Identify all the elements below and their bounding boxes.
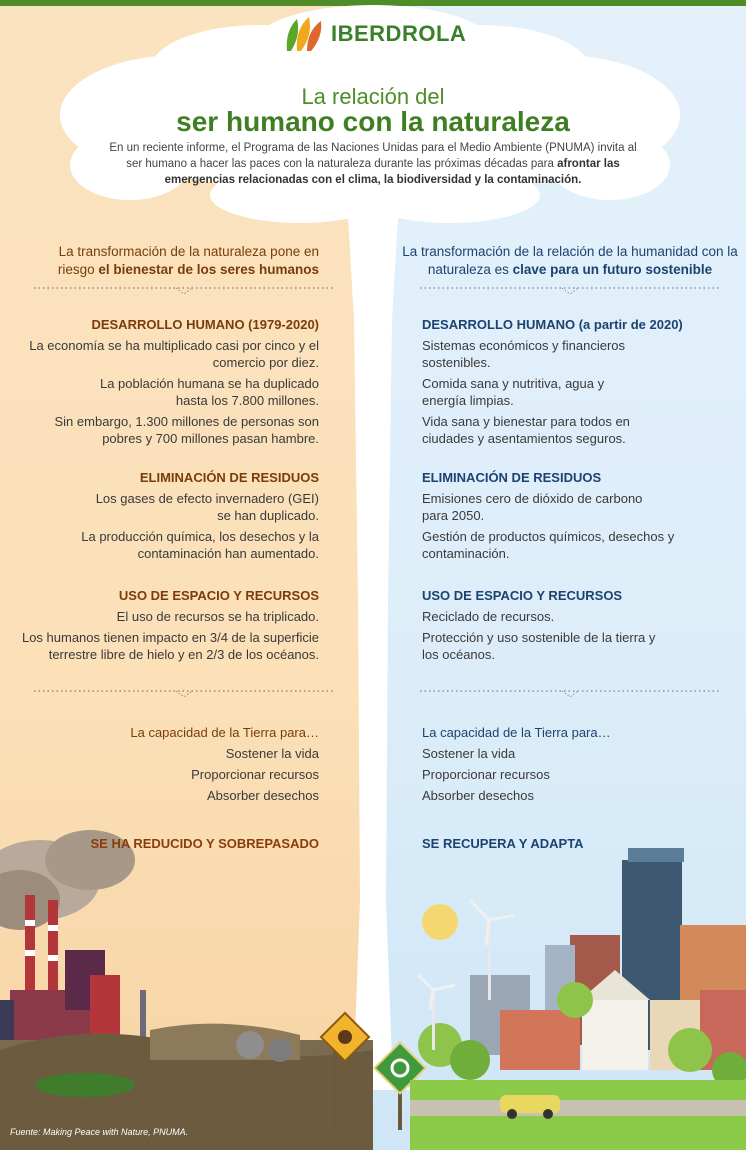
intro-plain: En un reciente informe, el Programa de las Naciones Unidas para el Medio Ambiente (PNUMA) invita al ser humano a hacer las paces con la naturaleza durante las próximas décadas para [109, 142, 637, 170]
right-section-1-item-1: Sistemas económicos y financieros sostenibles. [422, 338, 626, 370]
left-section-2 [19, 469, 319, 562]
left-lead-bold: el bienestar de los seres humanos [98, 262, 319, 277]
right-section-2 [422, 469, 722, 562]
left-lead [19, 243, 319, 279]
right-capacity [422, 724, 722, 804]
left-section-3-item-1: El uso de recursos se ha triplicado. [116, 609, 319, 624]
right-section-3-heading: USO DE ESPACIO Y RECURSOS [422, 588, 623, 603]
intro-paragraph [100, 140, 646, 188]
left-section-1 [19, 316, 319, 447]
left-capacity-3: Absorber desechos [206, 788, 319, 803]
title-line-2: ser humano con la naturaleza [176, 106, 570, 137]
tree-trunk [336, 200, 410, 1090]
left-section-1-item-2: La población humana se ha duplicado hasta los 7.800 millones. [99, 376, 319, 408]
right-section-1-item-3: Vida sana y bienestar para todos en ciudades y asentamientos seguros. [422, 414, 630, 446]
right-section-1 [422, 316, 722, 447]
right-capacity-3: Absorber desechos [422, 788, 535, 803]
right-section-2-item-1: Emisiones cero de dióxido de carbono para 2050. [422, 491, 643, 523]
left-section-3 [19, 587, 319, 663]
left-section-1-heading: DESARROLLO HUMANO (1979-2020) [91, 317, 319, 332]
leaf-logo-icon [283, 15, 325, 53]
left-section-3-item-2: Los humanos tienen impacto en 3/4 de la superficie terrestre libre de hielo y en 2/3 de los océanos. [21, 630, 319, 662]
right-section-1-heading: DESARROLLO HUMANO (a partir de 2020) [422, 317, 683, 332]
right-lead-bold: clave para un futuro sostenible [512, 262, 713, 277]
left-section-2-item-1: Los gases de efecto invernadero (GEI) se han duplicado. [95, 491, 319, 523]
left-section-3-heading: USO DE ESPACIO Y RECURSOS [118, 588, 319, 603]
city-scene [410, 848, 746, 1150]
title-line-1: La relación del [301, 84, 445, 109]
left-section-2-item-2: La producción química, los desechos y la contaminación han aumentado. [81, 529, 319, 561]
left-capacity [19, 724, 319, 804]
right-capacity-1: Sostener la vida [422, 746, 516, 761]
right-section-3-item-2: Protección y uso sostenible de la tierra y los océanos. [422, 630, 656, 662]
right-section-2-item-2: Gestión de productos químicos, desechos y contaminación. [422, 529, 675, 561]
right-divider-bottom [420, 687, 720, 697]
right-capacity-title: La capacidad de la Tierra para… [422, 725, 611, 740]
right-section-2-heading: ELIMINACIÓN DE RESIDUOS [422, 470, 602, 485]
intro-bold: afrontar las emergencias relacionadas con el clima, la biodiversidad y la contaminación. [164, 158, 620, 186]
right-section-1-item-2: Comida sana y nutritiva, agua y energía limpias. [422, 376, 605, 408]
right-section-3-item-1: Reciclado de recursos. [422, 609, 555, 624]
right-capacity-2: Proporcionar recursos [422, 767, 550, 782]
left-divider-bottom [34, 687, 334, 697]
left-result: SE HA REDUCIDO Y SOBREPASADO [90, 836, 319, 851]
brand-logo [283, 14, 466, 54]
source-note: Fuente: Making Peace with Nature, PNUMA. [10, 1127, 189, 1137]
left-capacity-title: La capacidad de la Tierra para… [130, 725, 319, 740]
left-section-2-heading: ELIMINACIÓN DE RESIDUOS [139, 470, 319, 485]
left-capacity-2: Proporcionar recursos [191, 767, 319, 782]
left-section-1-item-1: La economía se ha multiplicado casi por cinco y el comercio por diez. [29, 338, 319, 370]
right-result: SE RECUPERA Y ADAPTA [422, 836, 584, 851]
left-section-1-item-3: Sin embargo, 1.300 millones de personas son pobres y 700 millones pasan hambre. [54, 414, 319, 446]
left-lead-plain: La transformación de la naturaleza pone en riesgo [57, 244, 319, 277]
left-divider-top [34, 284, 334, 294]
right-section-3 [422, 587, 722, 663]
brand-name: IBERDROLA [331, 21, 467, 46]
right-lead [400, 243, 740, 279]
left-capacity-1: Sostener la vida [225, 746, 319, 761]
industrial-scene [0, 830, 373, 1150]
right-divider-top [420, 284, 720, 294]
right-lead-plain: La transformación de la relación de la humanidad con la naturaleza es [402, 244, 738, 277]
